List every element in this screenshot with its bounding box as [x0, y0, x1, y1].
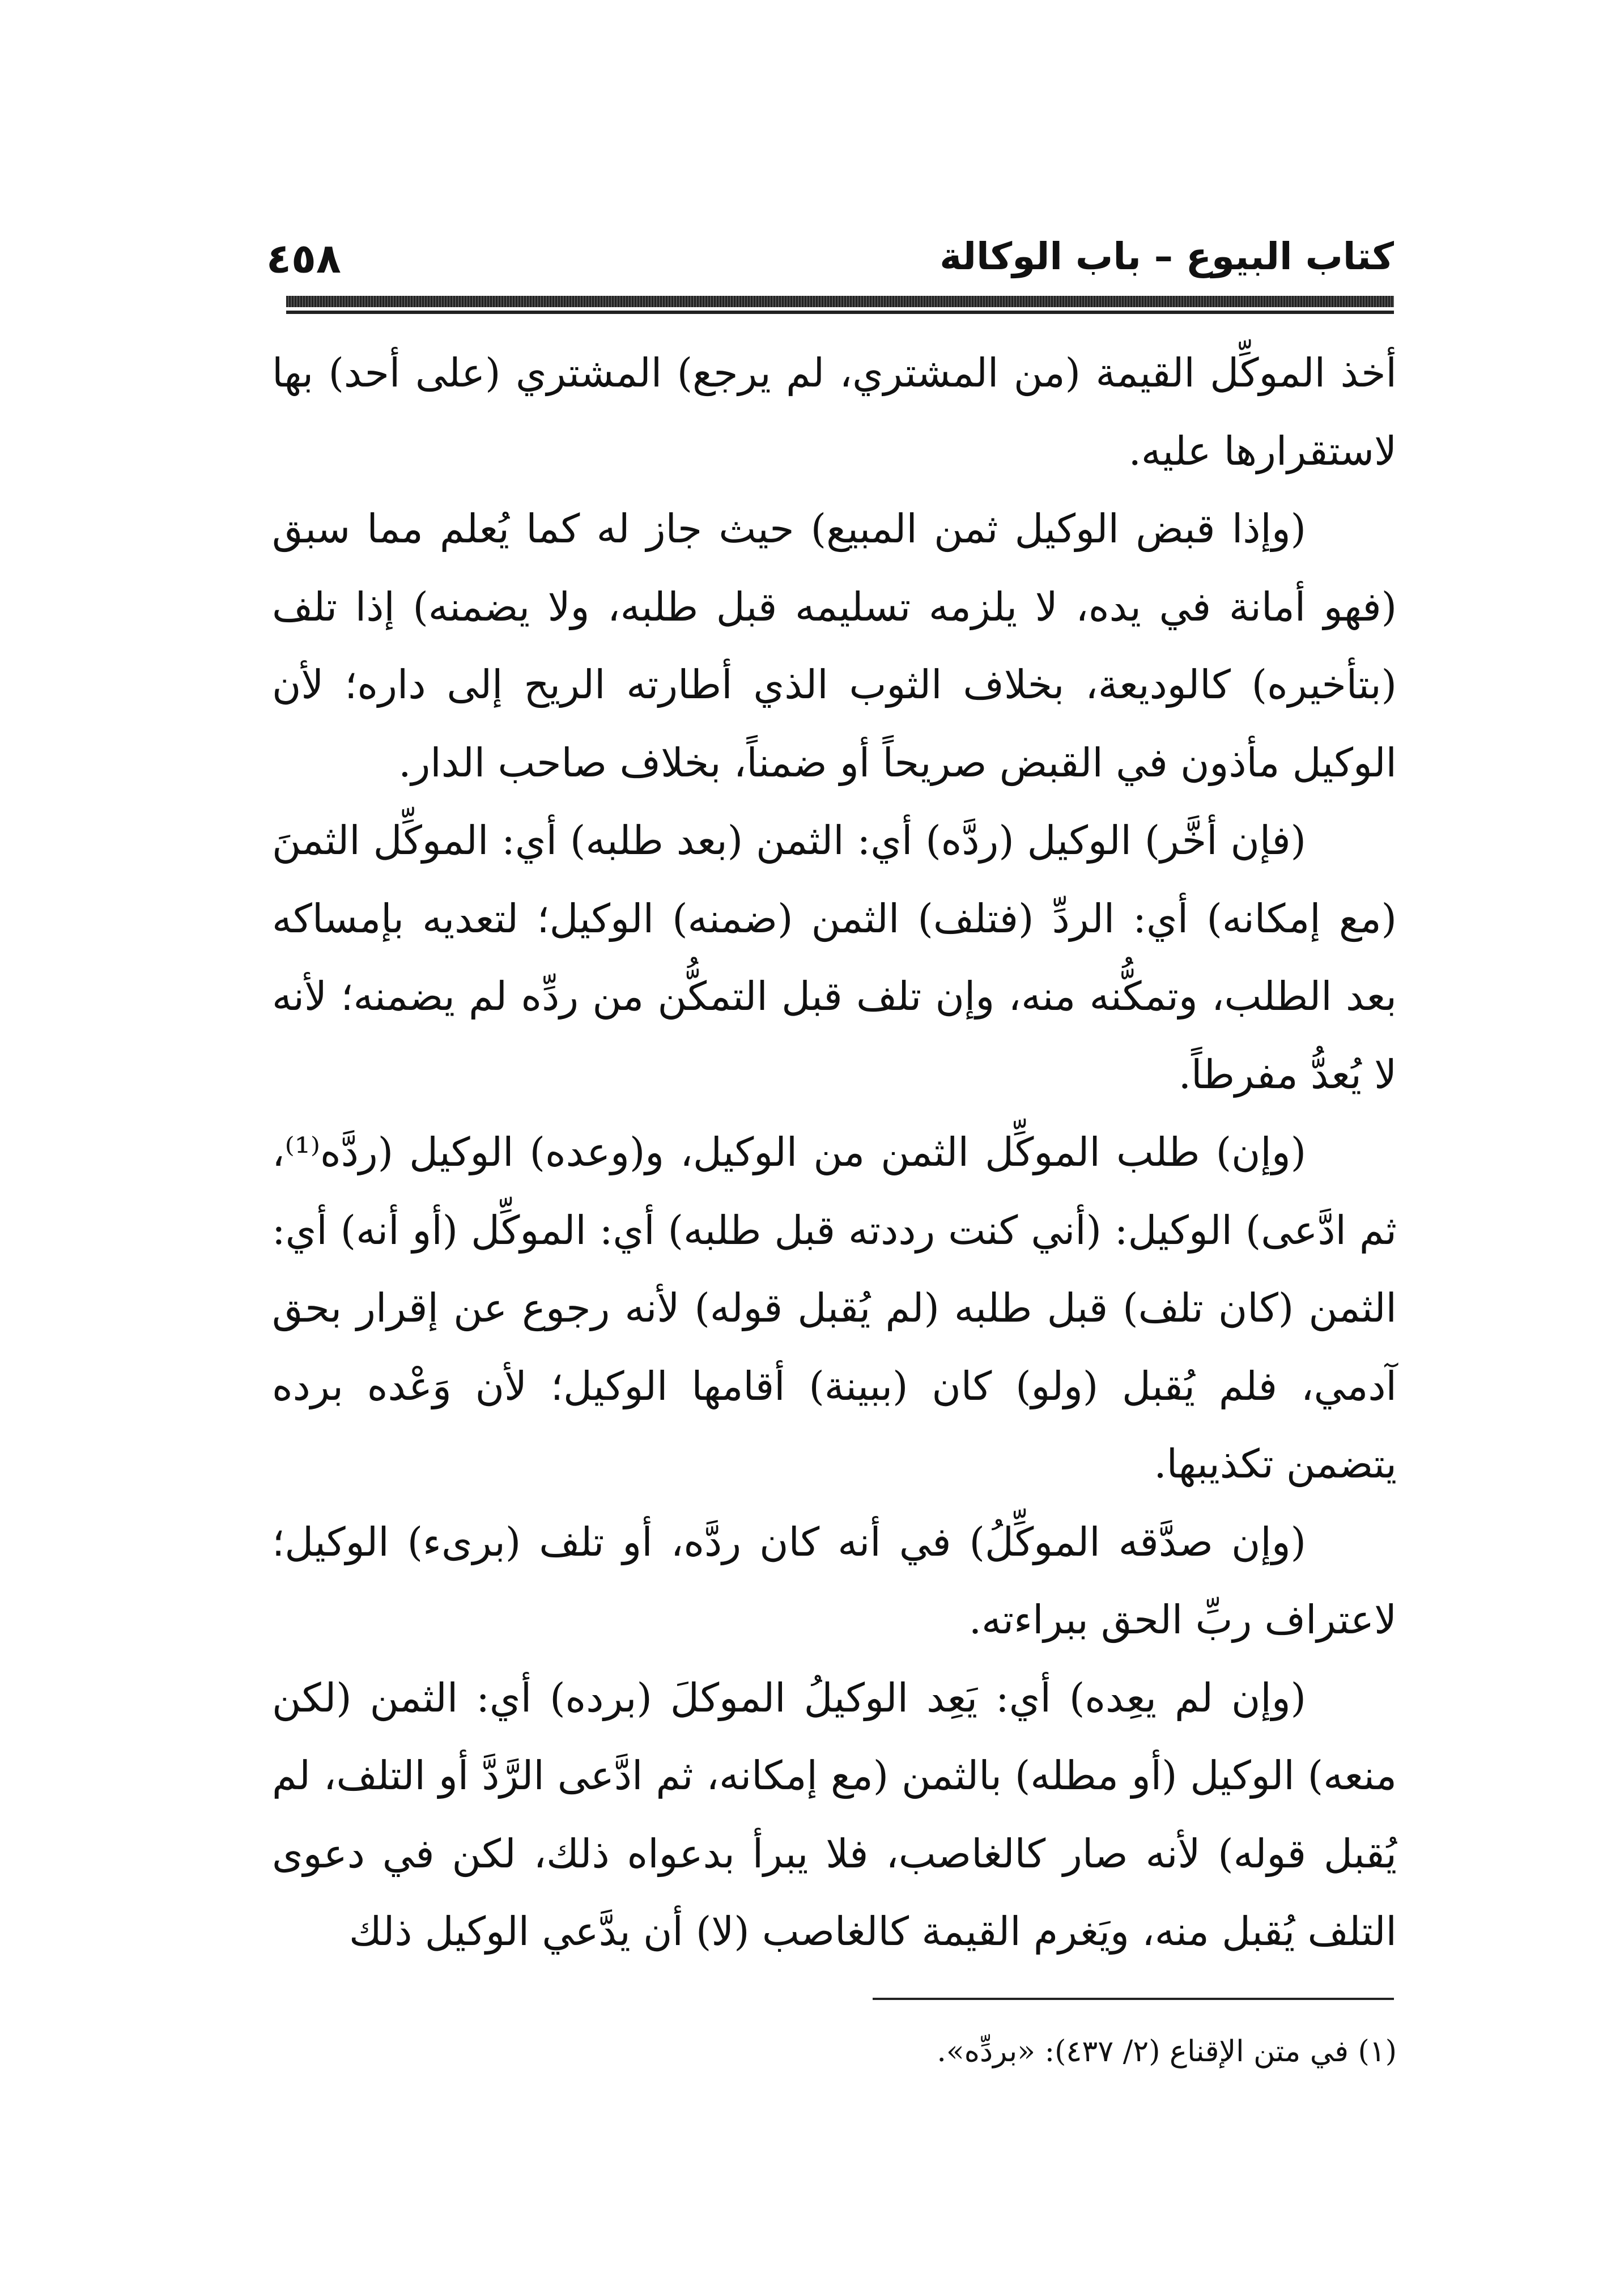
page-number: ٤٥٨	[266, 235, 341, 282]
body-text	[272, 334, 1397, 1971]
running-title: كتاب البيوع – باب الوكالة	[939, 235, 1394, 278]
footnote-separator	[873, 1998, 1394, 2000]
paragraph: (وإذا قبض الوكيل ثمن المبيع) حيث جاز له كما يُعلم مما سبق (فهو أمانة في يده، لا يلزمه تسليمه قبل طلبه، ولا يضمنه) إذا تلف (بتأخيره) كالوديعة، بخلاف الثوب الذي أطارته الريح إلى داره؛ لأن الوكيل مأذون في القبض صريحاً أو ضمناً، بخلاف صاحب الدار.	[272, 506, 1397, 786]
paragraph: (فإن أخَّر) الوكيل (ردَّه) أي: الثمن (بعد طلبه) أي: الموكِّل الثمنَ (مع إمكانه) أي: الردِّ (فتلف) الثمن (ضمنه) الوكيل؛ لتعديه بإمساكه بعد الطلب، وتمكُّنه منه، وإن تلف قبل التمكُّن من ردِّه لم يضمنه؛ لأنه لا يُعدُّ مفرطاً.	[272, 817, 1397, 1098]
paragraph: (وإن) طلب الموكِّل الثمن من الوكيل، و(وعده) الوكيل (ردَّه⁽¹⁾، ثم ادَّعى) الوكيل: (أني كنت رددته قبل طلبه) أي: الموكِّل (أو أنه) أي: الثمن (كان تلف) قبل طلبه (لم يُقبل قوله) لأنه رجوع عن إقرار بحق آدمي، فلم يُقبل (ولو) كان (ببينة) أقامها الوكيل؛ لأن وَعْده برده يتضمن تكذيبها.	[272, 1129, 1397, 1487]
page-header	[266, 224, 1394, 292]
header-rule-thick	[286, 296, 1394, 307]
paragraph: (وإن لم يعِده) أي: يَعِد الوكيلُ الموكلَ (برده) أي: الثمن (لكن منعه) الوكيل (أو مطله) بالثمن (مع إمكانه، ثم ادَّعى الرَّدَّ أو التلف، لم يُقبل قوله) لأنه صار كالغاصب، فلا يبرأ بدعواه ذلك، لكن في دعوى التلف يُقبل منه، ويَغرم القيمة كالغاصب (لا) أن يدَّعي الوكيل ذلك	[272, 1674, 1397, 1955]
paragraph: (وإن صدَّقه الموكِّلُ) في أنه كان ردَّه، أو تلف (برىء) الوكيل؛ لاعتراف ربِّ الحق ببراءته.	[272, 1518, 1397, 1643]
footnote: (١) في متن الإقناع (٢/ ٤٣٧): «بردِّه».	[937, 2035, 1397, 2069]
paragraph: أخذ الموكِّل القيمة (من المشتري، لم يرجع) المشتري (على أحد) بها لاستقرارها عليه.	[272, 350, 1397, 474]
header-rule-thin	[286, 311, 1394, 314]
